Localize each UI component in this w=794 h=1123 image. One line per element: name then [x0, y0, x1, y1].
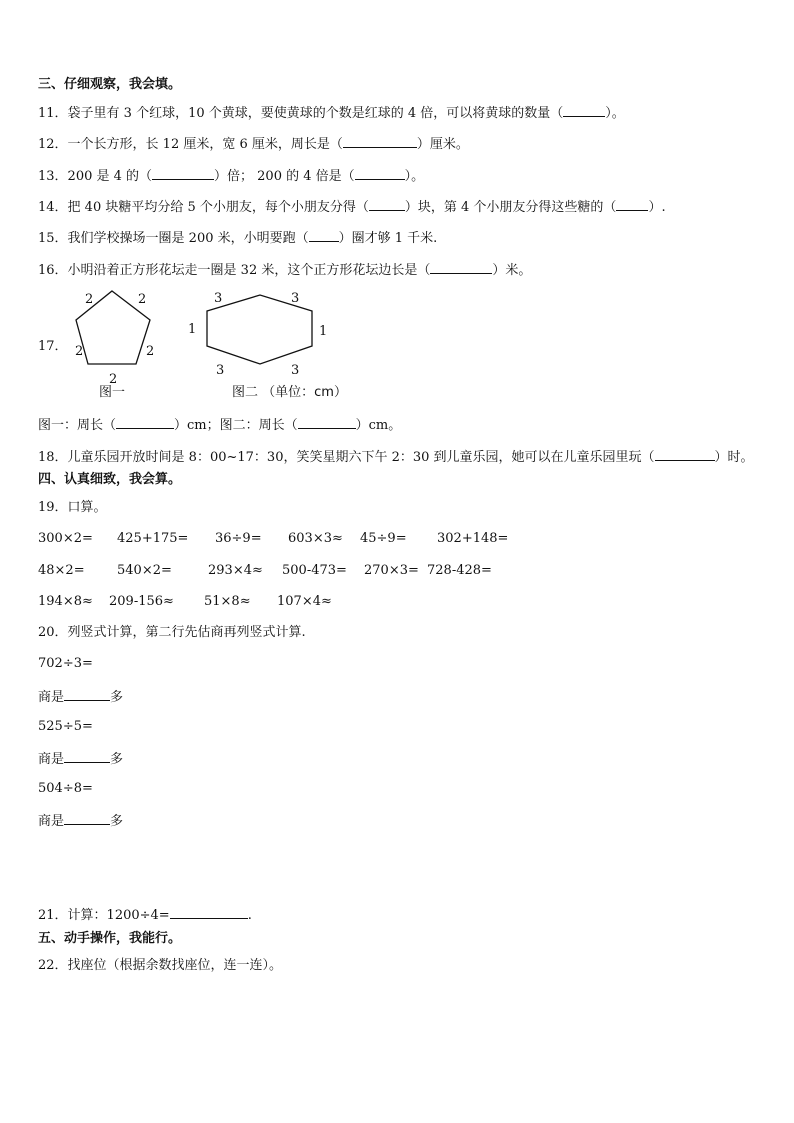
- question-11: [38, 104, 625, 122]
- pentagon-figure: [60, 285, 170, 391]
- q15-text: 15．我们学校操场一圈是 200 米，小明要跑（: [38, 231, 309, 246]
- mental-math-item: 293×4≈: [208, 563, 263, 578]
- hexagon-side-label: 3: [291, 291, 300, 306]
- mental-math-item: 194×8≈: [38, 594, 93, 609]
- q20-estimate-blank[interactable]: [64, 688, 110, 701]
- q20-estimate-label: 商是: [38, 814, 65, 829]
- q13-answer-blank-1[interactable]: [152, 167, 214, 180]
- question-13: [38, 167, 424, 185]
- hexagon-figure: [180, 285, 340, 381]
- mental-math-item: 107×4≈: [277, 594, 332, 609]
- q21-text: 21．计算：1200÷4=: [38, 908, 170, 923]
- pentagon-side-label: 2: [138, 292, 147, 307]
- mental-math-item: 728-428=: [427, 563, 492, 578]
- q20-estimate-line: [38, 812, 123, 830]
- q20-estimate-blank[interactable]: [64, 812, 110, 825]
- question-22: 22．找座位（根据余数找座位，连一连）。: [38, 958, 283, 973]
- q14-text-mid: ）块，第 4 个小朋友分得这些糖的（: [404, 200, 617, 215]
- mental-math-row: [0, 594, 794, 610]
- q17-text: 图一：周长（: [38, 418, 117, 433]
- question-16: [38, 261, 531, 279]
- section-4-title: 四、认真细致，我会算。: [38, 472, 182, 487]
- q20-expression: 702÷3=: [38, 656, 93, 671]
- q16-text-end: ）米。: [492, 263, 532, 278]
- q18-text: 18．儿童乐园开放时间是 8：00~17：30，笑笑星期六下午 2：30 到儿童乐园，她可以在儿童乐园里玩（: [38, 450, 655, 465]
- q20-estimate-line: [38, 688, 123, 706]
- q17-answer-blank-2[interactable]: [298, 416, 356, 429]
- q15-text-end: ）圈才够 1 千米.: [338, 231, 438, 246]
- pentagon-side-label: 2: [85, 292, 94, 307]
- q11-text-end: ）。: [605, 106, 625, 121]
- q20-estimate-blank[interactable]: [64, 750, 110, 763]
- hexagon-side-label: 3: [214, 291, 223, 306]
- mental-math-item: 51×8≈: [204, 594, 251, 609]
- mental-math-item: 270×3=: [364, 563, 419, 578]
- q13-text: 13．200 是 4 的（: [38, 169, 153, 184]
- q15-answer-blank[interactable]: [309, 229, 339, 242]
- mental-math-item: 209-156≈: [109, 594, 174, 609]
- q17-answer-blank-1[interactable]: [116, 416, 174, 429]
- figure-1-caption: 图一: [99, 385, 126, 400]
- figure-2-caption: 图二 （单位：cm）: [232, 385, 347, 400]
- mental-math-item: 540×2=: [117, 563, 172, 578]
- q20-expression: 525÷5=: [38, 719, 93, 734]
- q17-text-end: ）cm。: [355, 418, 402, 433]
- question-18: [38, 448, 754, 466]
- mental-math-item: 425+175=: [117, 531, 189, 546]
- q19-title: 19．口算。: [38, 500, 107, 515]
- q14-answer-blank-2[interactable]: [616, 198, 648, 211]
- q14-text: 14．把 40 块糖平均分给 5 个小朋友，每个小朋友分得（: [38, 200, 369, 215]
- q16-text: 16．小明沿着正方形花坛走一圈是 32 米，这个正方形花坛边长是（: [38, 263, 431, 278]
- question-15: [38, 229, 437, 247]
- mental-math-item: 300×2=: [38, 531, 93, 546]
- q14-text-end: ）.: [648, 200, 666, 215]
- hexagon-side-label: 1: [319, 324, 328, 339]
- mental-math-item: 36÷9=: [215, 531, 262, 546]
- q17-answer-line: [38, 416, 401, 434]
- mental-math-row: [0, 563, 794, 579]
- q12-text: 12．一个长方形，长 12 厘米，宽 6 厘米，周长是（: [38, 137, 343, 152]
- q11-answer-blank[interactable]: [563, 104, 605, 117]
- q14-answer-blank-1[interactable]: [369, 198, 405, 211]
- hexagon-side-label: 3: [291, 363, 300, 378]
- q20-estimate-line: [38, 750, 123, 768]
- q20-estimate-label: 商是: [38, 690, 65, 705]
- q21-text-end: .: [247, 908, 252, 923]
- pentagon-side-label: 2: [109, 372, 118, 387]
- q13-answer-blank-2[interactable]: [355, 167, 405, 180]
- hexagon-side-label: 3: [216, 363, 225, 378]
- q20-title: 20．列竖式计算，第二行先估商再列竖式计算.: [38, 625, 306, 640]
- hexagon-side-label: 1: [188, 322, 197, 337]
- q13-text-mid: ）倍； 200 的 4 倍是（: [214, 169, 355, 184]
- q21-answer-blank[interactable]: [170, 906, 248, 919]
- q20-estimate-label: 商是: [38, 752, 65, 767]
- q13-text-end: ）。: [404, 169, 425, 184]
- q17-number: 17．: [38, 339, 68, 354]
- q16-answer-blank[interactable]: [430, 261, 492, 274]
- question-21: [38, 906, 252, 924]
- question-14: [38, 198, 666, 216]
- pentagon-side-label: 2: [75, 344, 84, 359]
- q12-text-end: ）厘米。: [416, 137, 469, 152]
- pentagon-side-label: 2: [146, 344, 155, 359]
- q20-expression: 504÷8=: [38, 781, 93, 796]
- q20-estimate-suffix: 多: [110, 814, 124, 829]
- q17-text-mid: ）cm；图二：周长（: [174, 418, 298, 433]
- q11-text: 11．袋子里有 3 个红球，10 个黄球，要使黄球的个数是红球的 4 倍，可以将黄球的数量（: [38, 106, 564, 121]
- question-12: [38, 135, 469, 153]
- q20-estimate-suffix: 多: [110, 690, 124, 705]
- mental-math-item: 45÷9=: [360, 531, 407, 546]
- q18-answer-blank[interactable]: [655, 448, 715, 461]
- mental-math-item: 48×2=: [38, 563, 85, 578]
- mental-math-row: [0, 531, 794, 547]
- q20-estimate-suffix: 多: [110, 752, 124, 767]
- section-5-title: 五、动手操作，我能行。: [38, 931, 182, 946]
- mental-math-item: 302+148=: [437, 531, 509, 546]
- mental-math-item: 500-473=: [282, 563, 347, 578]
- q12-answer-blank[interactable]: [343, 135, 417, 148]
- section-3-title: 三、仔细观察，我会填。: [38, 77, 182, 92]
- q18-text-end: ）时。: [714, 450, 754, 465]
- mental-math-item: 603×3≈: [288, 531, 343, 546]
